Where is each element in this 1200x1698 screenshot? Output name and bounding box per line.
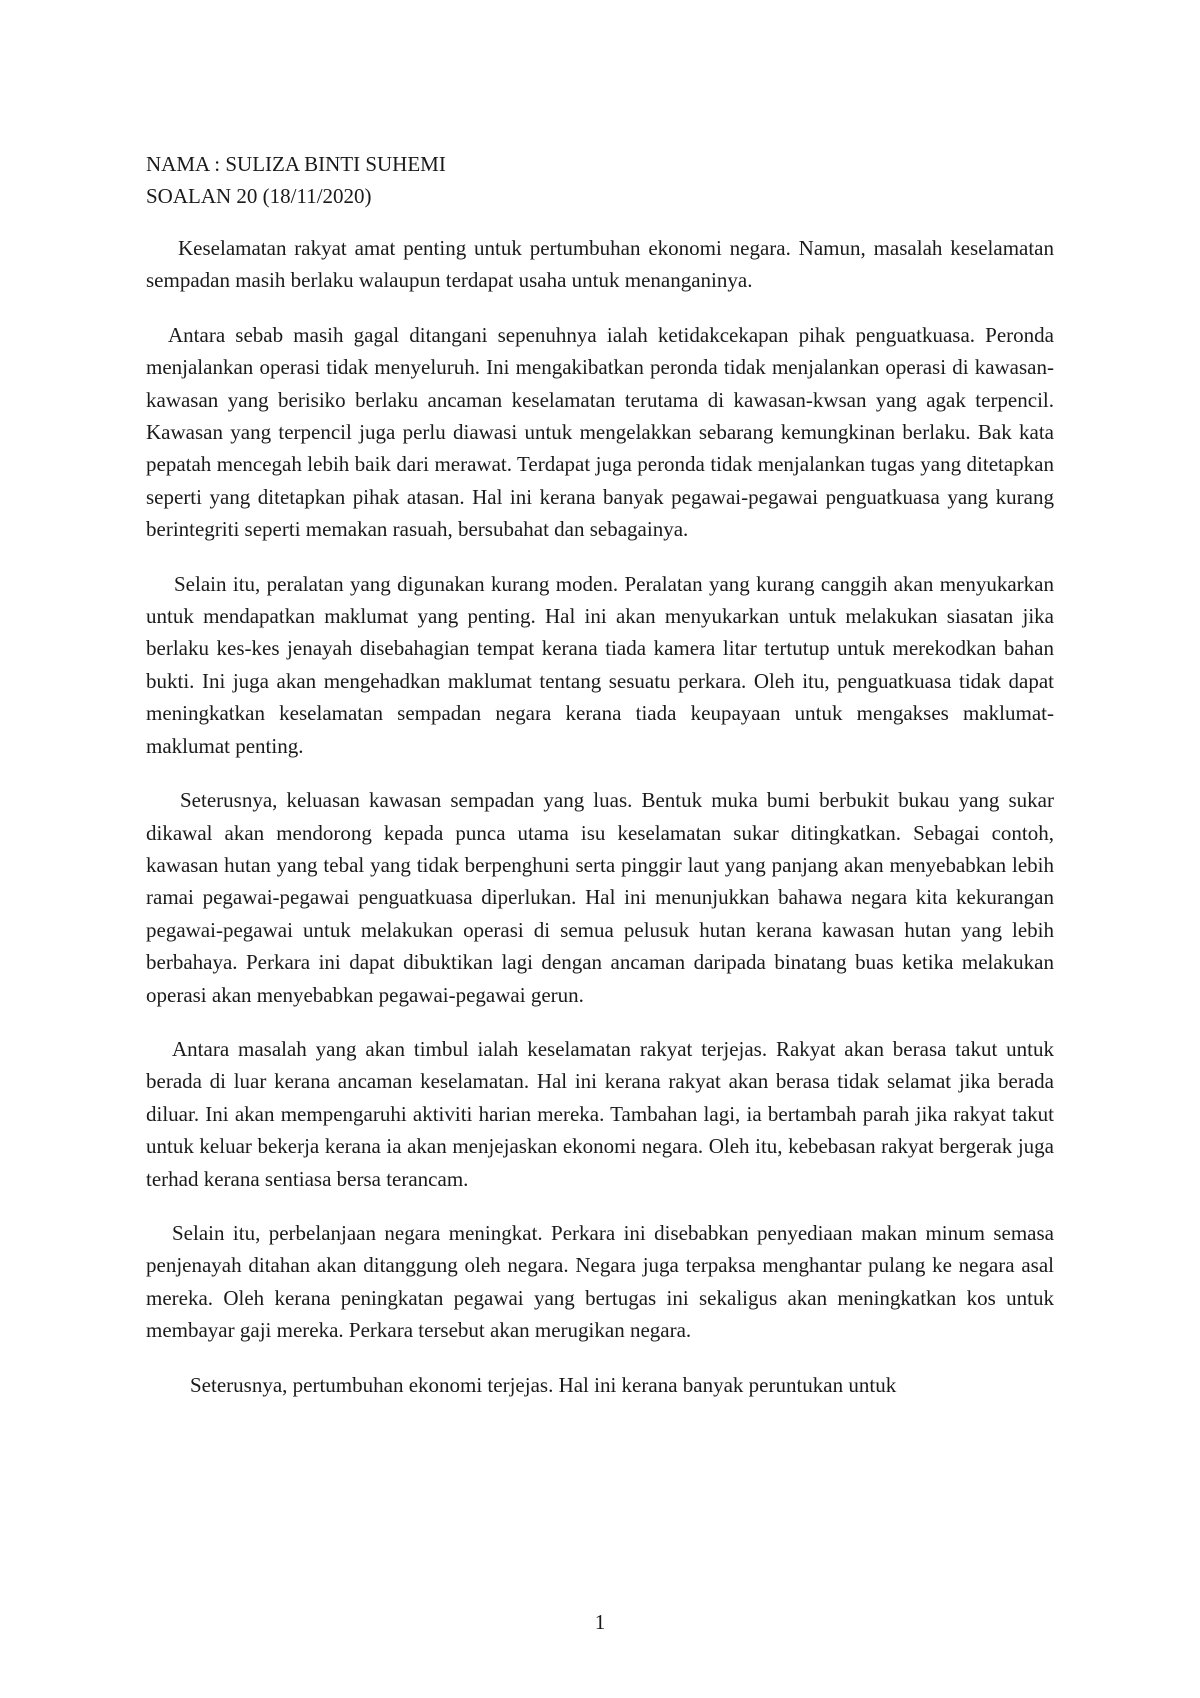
- document-header: [146, 148, 1054, 212]
- page-number: 1: [594, 1610, 606, 1634]
- paragraph-cause-enforcement: Antara sebab masih gagal ditangani sepenuhnya ialah ketidakcekapan pihak penguatkuasa. Peronda menjalankan operasi tidak menyeluruh. Ini mengakibatkan peronda tidak menjalankan operasi di kawasan-kawasan yang berisiko berlaku ancaman keselamatan terutama di kawasan-kwsan yang agak terpencil. Kawasan yang terpencil juga perlu diawasi untuk mengelakkan sebarang kemungkinan berlaku. Bak kata pepatah mencegah lebih baik dari merawat. Terdapat juga peronda tidak menjalankan tugas yang ditetapkan seperti yang ditetapkan pihak atasan. Hal ini kerana banyak pegawai-pegawai penguatkuasa yang kurang berintegriti seperti memakan rasuah, bersubahat dan sebagainya.: [146, 322, 1054, 542]
- document-body: [146, 148, 1054, 1423]
- paragraph-effect-economy: Seterusnya, pertumbuhan ekonomi terjejas. Hal ini kerana banyak peruntukan untuk: [190, 1372, 897, 1397]
- paragraph-effect-spending: Selain itu, perbelanjaan negara meningkat. Perkara ini disebabkan penyediaan makan minum semasa penjenayah ditahan akan ditanggung oleh negara. Negara juga terpaksa menghantar pulang ke negara asal mereka. Oleh kerana peningkatan pegawai yang bertugas ini sekaligus akan meningkatkan kos untuk membayar gaji mereka. Perkara tersebut akan merugikan negara.: [146, 1220, 1054, 1343]
- paragraph-cause-area: Seterusnya, keluasan kawasan sempadan yang luas. Bentuk muka bumi berbukit bukau yang sukar dikawal akan mendorong kepada punca utama isu keselamatan sukar ditingkatkan. Sebagai contoh, kawasan hutan yang tebal yang tidak berpenghuni serta pinggir laut yang panjang akan menyebabkan lebih ramai pegawai-pegawai penguatkuasa diperlukan. Hal ini menunjukkan bahawa negara kita kekurangan pegawai-pegawai untuk melakukan operasi di semua pelusuk hutan kerana kawasan hutan yang lebih berbahaya. Perkara ini dapat dibuktikan lagi dengan ancaman daripada binatang buas ketika melakukan operasi akan menyebabkan pegawai-pegawai gerun.: [146, 788, 1054, 1007]
- paragraph-introduction: Keselamatan rakyat amat penting untuk pertumbuhan ekonomi negara. Namun, masalah keselamatan sempadan masih berlaku walaupun terdapat usaha untuk menanganinya.: [146, 236, 1054, 293]
- paragraph-effect-safety: Antara masalah yang akan timbul ialah keselamatan rakyat terjejas. Rakyat akan berasa takut untuk berada di luar kerana ancaman keselamatan. Hal ini kerana rakyat akan berasa tidak selamat jika berada diluar. Ini akan mempengaruhi aktiviti harian mereka. Tambahan lagi, ia bertambah parah jika rakyat takut untuk keluar bekerja kerana ia akan menjejaskan ekonomi negara. Oleh itu, kebebasan rakyat bergerak juga terhad kerana sentiasa bersa terancam.: [146, 1036, 1054, 1191]
- name-line: NAMA : SULIZA BINTI SUHEMI: [146, 152, 446, 176]
- paragraph-cause-equipment: Selain itu, peralatan yang digunakan kurang moden. Peralatan yang kurang canggih akan menyukarkan untuk mendapatkan maklumat yang penting. Hal ini akan menyukarkan untuk melakukan siasatan jika berlaku kes-kes jenayah disebahagian tempat kerana tiada kamera litar tertutup untuk merekodkan bahan bukti. Ini juga akan mengehadkan maklumat tentang sesuatu perkara. Oleh itu, penguatkuasa tidak dapat meningkatkan keselamatan sempadan negara kerana tiada keupayaan untuk mengakses maklumat-maklumat penting.: [146, 571, 1054, 758]
- question-line: SOALAN 20 (18/11/2020): [146, 184, 372, 208]
